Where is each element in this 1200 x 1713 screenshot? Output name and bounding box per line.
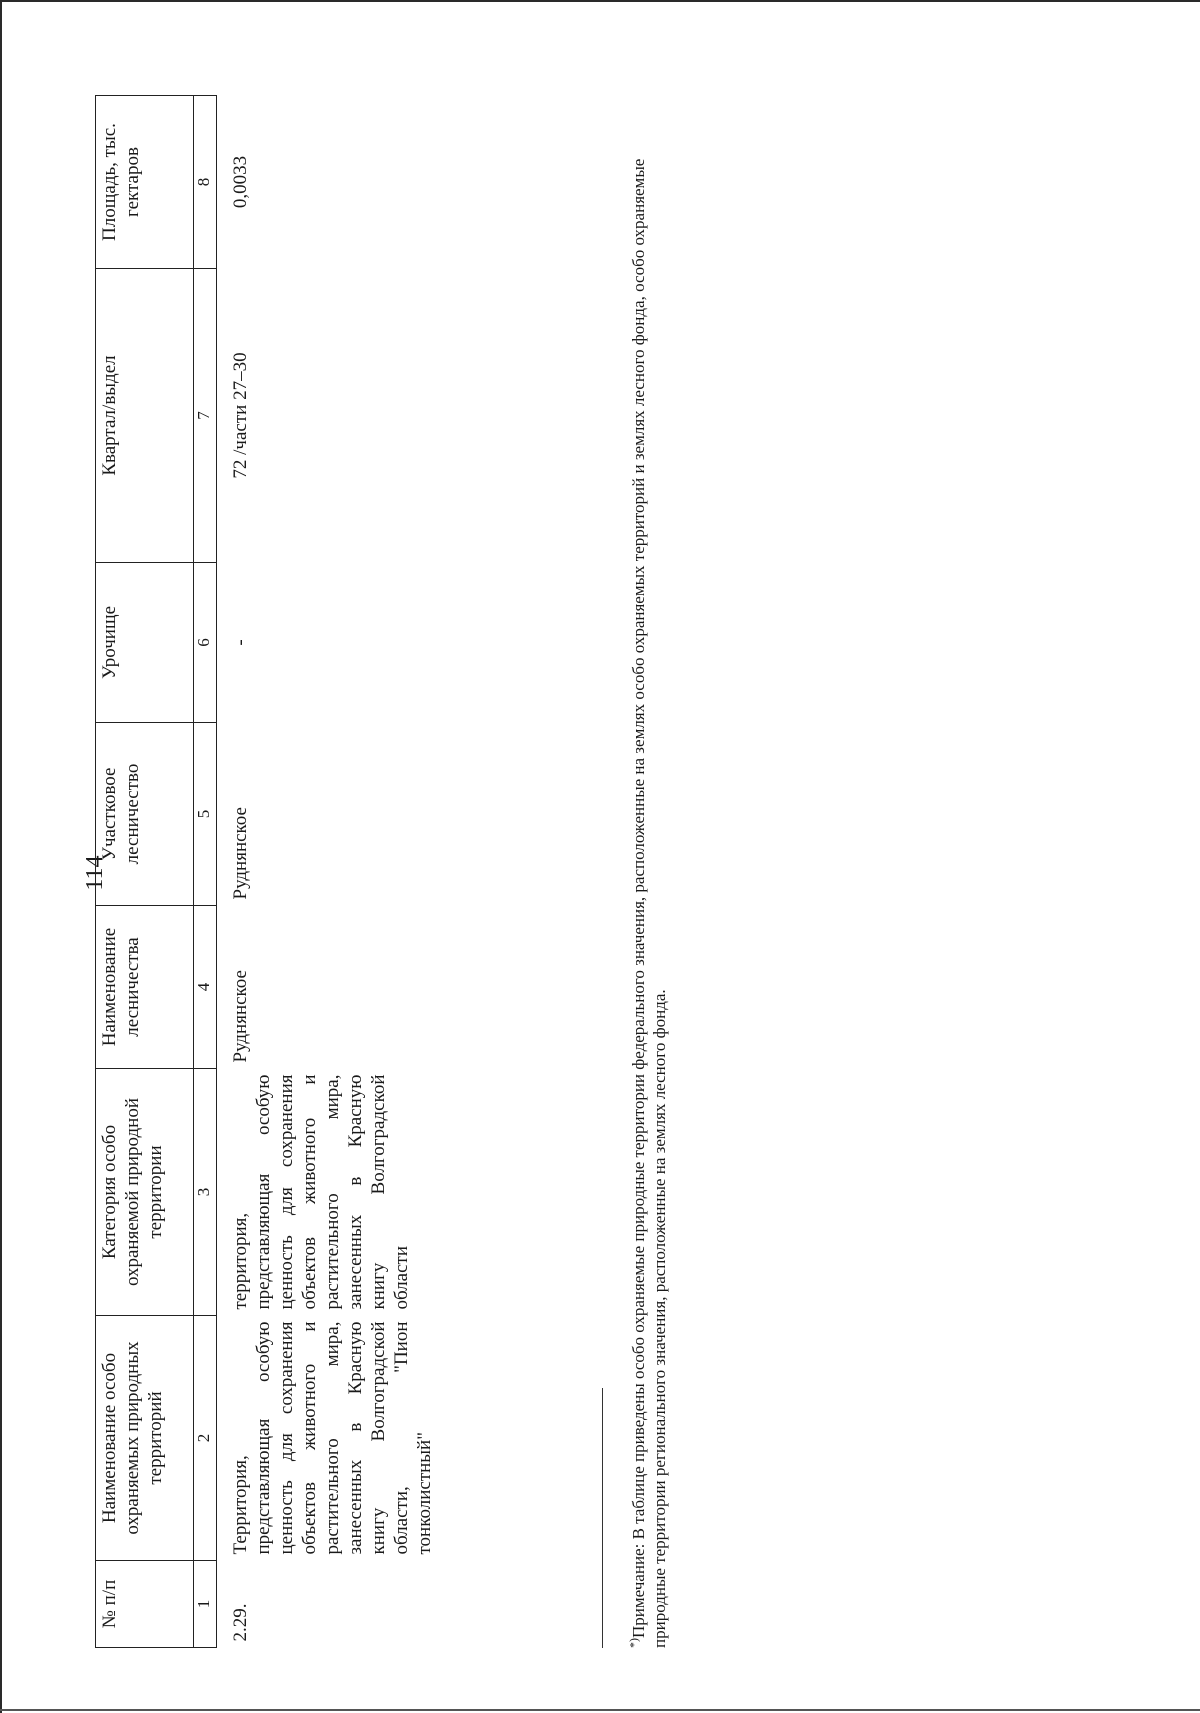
column-number: 7 bbox=[194, 269, 217, 563]
area-value: 0,0033 bbox=[230, 155, 251, 209]
territory-name: Территория, представляющая особую ценность для сохранения объектов животного и растительного мира, занесенных в Красную книгу Волгоградской области, "Пион тонколистный" bbox=[230, 1321, 435, 1555]
header-row bbox=[96, 96, 194, 1648]
column-number: 1 bbox=[194, 1561, 217, 1648]
footnote bbox=[628, 88, 670, 1648]
footnote-text: Примечание: В таблице приведены особо охраняемые природные территории федерального значения, расположенные на землях особо охраняемых территорий и землях лесного фонда, особо охраняемые природные территории регионального значения, расположенные на землях лесного фонда. bbox=[629, 158, 669, 1648]
header-cell-tract: Урочище bbox=[96, 563, 194, 723]
column-number-row bbox=[194, 96, 217, 1648]
district-forestry-name: Руднянское bbox=[230, 807, 251, 900]
column-number: 4 bbox=[194, 906, 217, 1069]
header-cell-area: Площадь, тыс. гектаров bbox=[96, 96, 194, 269]
territory-category: территория, представляющая особую ценность для сохранения объектов животного и растительного мира, занесенных в Красную книгу Волгоградской области bbox=[230, 1074, 412, 1310]
column-number: 2 bbox=[194, 1316, 217, 1561]
page-number: 114 bbox=[82, 855, 108, 891]
quarter-section: 72 /части 27–30 bbox=[230, 352, 251, 479]
column-number: 8 bbox=[194, 96, 217, 269]
header-cell-forestry: Наименование лесничества bbox=[96, 906, 194, 1069]
row-number: 2.29. bbox=[230, 1603, 251, 1642]
column-number: 3 bbox=[194, 1069, 217, 1316]
tract-name: - bbox=[230, 639, 251, 646]
header-cell-name: Наименование особо охраняемых природных территорий bbox=[96, 1316, 194, 1561]
forestry-name: Руднянское bbox=[230, 970, 251, 1063]
protected-territories-table bbox=[95, 95, 436, 1648]
footnote-marker: *) bbox=[626, 1638, 641, 1648]
column-number: 5 bbox=[194, 723, 217, 906]
header-cell-district-forestry: Участковое лесничество bbox=[96, 723, 194, 906]
footnote-divider bbox=[602, 1388, 603, 1648]
header-cell-category: Категория особо охраняемой природной территории bbox=[96, 1069, 194, 1316]
header-cell-number: № п/п bbox=[96, 1561, 194, 1648]
header-cell-quarter: Квартал/выдел bbox=[96, 269, 194, 563]
column-number: 6 bbox=[194, 563, 217, 723]
table-row bbox=[217, 96, 437, 1648]
